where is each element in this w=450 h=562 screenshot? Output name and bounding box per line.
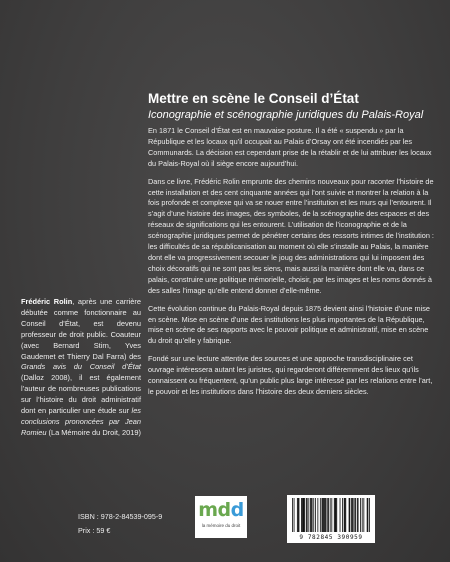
- barcode-bar: [330, 498, 331, 532]
- barcode-bar: [340, 498, 341, 532]
- barcode-bar: [299, 498, 300, 532]
- barcode-bar: [355, 498, 356, 532]
- blurb-paragraph: Cette évolution continue du Palais-Royal depuis 1875 devient ainsi l’histoire d’une mise en scène. Mise en scène d’une des institutions les plus importantes de la République, mise en scène de ses rapports avec le pouvoir politique et administratif, mise en scène du droit qu’elle y fabrique.: [148, 303, 430, 346]
- barcode-bar: [302, 498, 303, 532]
- barcode-bar: [352, 498, 353, 532]
- blurb: [148, 126, 434, 398]
- price: Prix : 59 €: [78, 526, 111, 535]
- logo-letter: d: [217, 499, 231, 521]
- publisher-logo: [195, 496, 247, 538]
- barcode-bar: [303, 498, 304, 532]
- barcode-bar: [301, 498, 302, 532]
- barcode-bar: [362, 498, 363, 532]
- barcode-bar: [344, 498, 345, 532]
- publisher-logo-mark: [195, 499, 247, 521]
- barcode-bar: [327, 498, 328, 532]
- publisher-name: la mémoire du droit: [201, 523, 241, 528]
- barcode-bar: [345, 498, 346, 532]
- barcode-bar: [294, 498, 295, 532]
- barcode-bar: [325, 498, 326, 532]
- title-block: [148, 91, 438, 122]
- barcode-bar: [336, 498, 337, 532]
- logo-letter: m: [198, 499, 218, 521]
- barcode-bar: [313, 498, 314, 532]
- barcode-bar: [342, 498, 343, 532]
- blurb-paragraph: Fondé sur une lecture attentive des sources et une approche transdisciplinaire cet ouvrage intéressera autant les juristes, qui regarderont différemment des lieux qu’ils connaissent ou fréquentent, qu’un public plus large intéressé par les relations entre l’art, le pouvoir et les institutions dans l’histoire des deux derniers siècles.: [148, 354, 433, 396]
- barcode-bar: [334, 498, 335, 532]
- isbn: ISBN : 978-2-84539-095-9: [78, 512, 163, 521]
- barcode-bar: [292, 498, 293, 532]
- bio-text: , après une carrière débutée comme fonctionnaire au Conseil d’État, est devenu professeur de droit public. Coauteur (avec Bernard Stirn, Yves Gaudemet et Thierry Dal Farra) des: [21, 297, 141, 361]
- barcode-bar: [354, 498, 355, 532]
- barcode-bar: [307, 498, 308, 532]
- barcode-bar: [322, 498, 323, 532]
- barcode-bar: [317, 498, 318, 532]
- barcode-bar: [351, 498, 352, 532]
- barcode: [287, 495, 375, 543]
- barcode-bar: [353, 498, 354, 532]
- barcode-bar: [358, 498, 359, 532]
- barcode-bar: [326, 498, 327, 532]
- barcode-bar: [357, 498, 358, 532]
- barcode-bar: [360, 498, 361, 532]
- barcode-bar: [363, 498, 364, 532]
- barcode-bar: [367, 498, 368, 532]
- isbn-price-block: [78, 510, 162, 538]
- barcode-bar: [310, 498, 311, 532]
- barcode-bar: [328, 498, 329, 532]
- author-bio: [21, 297, 141, 439]
- book-subtitle: Iconographie et scénographie juridiques du Palais-Royal: [148, 109, 424, 121]
- blurb-paragraph: En 1871 le Conseil d’État est en mauvaise posture. Il a été « suspendu » par la République et les locaux qu’il occupait au Palais d’Orsay ont été incendiés par les Communards. La décision est cependant prise de la rétablir et de lui attribuer les locaux du Palais-Royal où il siège encore aujourd’hui.: [148, 126, 432, 168]
- barcode-bar: [331, 498, 332, 532]
- bio-book-title: Grands avis du Conseil d’État: [21, 362, 141, 372]
- barcode-bar: [324, 498, 325, 532]
- barcode-bar: [304, 498, 305, 532]
- barcode-bar: [311, 498, 312, 532]
- bio-text: (Dalloz 2008), il est également l’auteur de nombreuses publications sur l’histoire du droit administratif dont en particulier une étude sur: [21, 373, 141, 416]
- logo-letter: d: [230, 499, 244, 521]
- barcode-bar: [320, 498, 321, 532]
- barcode-bar: [323, 498, 324, 532]
- barcode-bar: [336, 498, 337, 532]
- author-name: Frédéric Rolin: [21, 297, 73, 306]
- barcode-bar: [335, 498, 336, 532]
- barcode-bar: [312, 498, 313, 532]
- barcode-bar: [345, 498, 346, 532]
- barcode-bar: [315, 498, 316, 532]
- blurb-paragraph: Dans ce livre, Frédéric Rolin emprunte des chemins nouveaux pour raconter l’histoire de cette installation et des cent cinquante années qui l’ont suivie et montrer la relation à la fois profonde et complexe qui va se nouer entre l’institution et les murs qui l’entourent. Il s’agit d’une histoire des images, des symboles, de la scénographie des espaces et des réseaux de significations qui les entourent. L’utilisation de l’iconographie et de la scénographie juridiques permet de pénétrer certains des ressorts intimes de l’institution : les difficultés de sa républicanisation au moment où elle s’installe au Palais, la manière dont elle va progressivement secouer le joug des administrations qui lui imposent des choix décoratifs qui ne sont pas les siens, mais aussi la manière dont elle va, dans ce palais, construire une politique mémorielle, choisir, par les images et les noms donnés à des salles l’image qu’elle entend donner d’elle-même.: [148, 176, 434, 295]
- barcode-bar: [349, 498, 350, 532]
- barcode-digits: 9 782845 390959: [299, 534, 363, 541]
- barcode-bar: [303, 498, 304, 532]
- barcode-bar: [349, 498, 350, 532]
- bio-text: (La Mémoire du Droit, 2019): [46, 427, 141, 437]
- barcode-bar: [297, 498, 298, 532]
- barcode-bars: [287, 495, 375, 535]
- barcode-bar: [298, 498, 299, 532]
- barcode-bar: [368, 498, 369, 532]
- barcode-bar: [306, 498, 307, 532]
- barcode-bar: [369, 498, 370, 532]
- barcode-bar: [308, 498, 309, 532]
- barcode-bar: [322, 498, 323, 532]
- bio-book-title: les conclusions prononcées par Jean Romieu: [21, 406, 141, 437]
- book-title: Mettre en scène le Conseil d’État: [148, 91, 359, 106]
